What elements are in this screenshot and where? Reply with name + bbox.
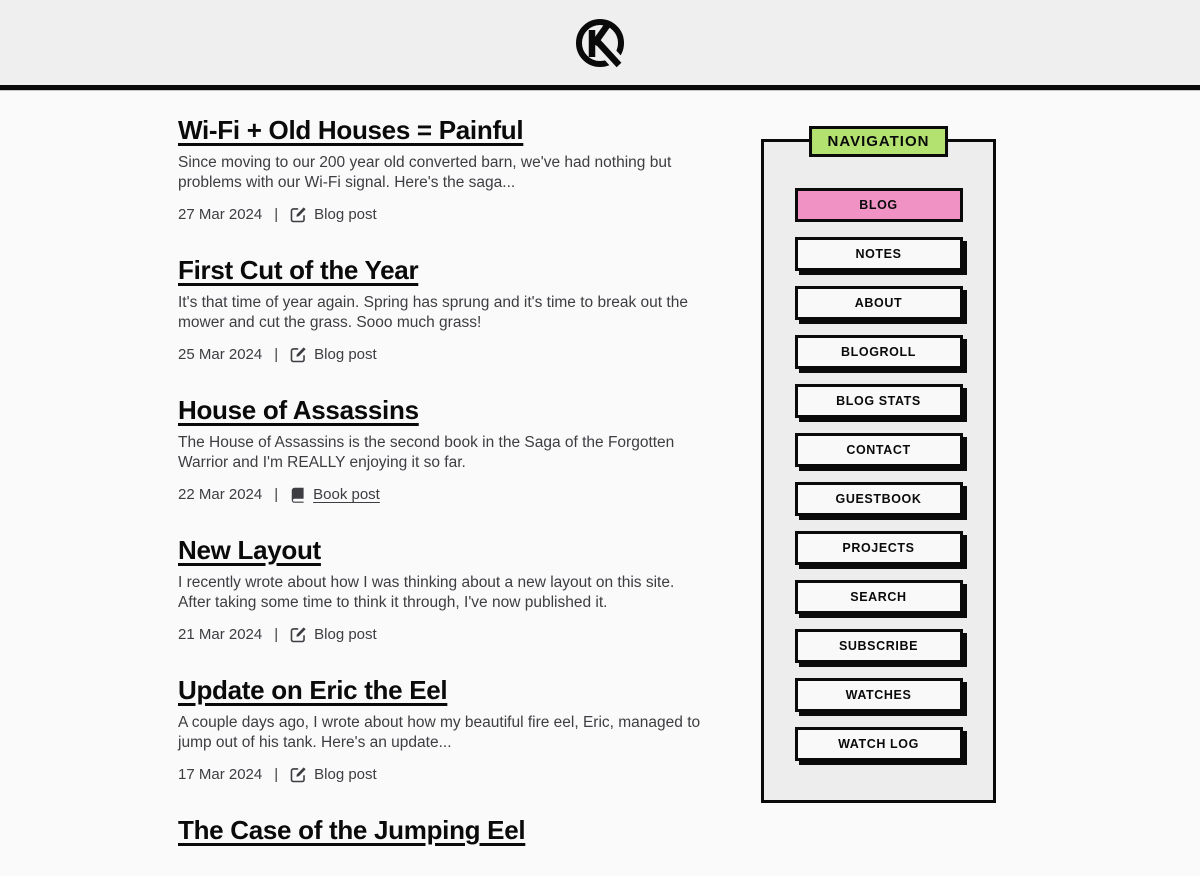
navigation-title: NAVIGATION [809, 126, 949, 157]
post-description: I recently wrote about how I was thinking about a new layout on this site. After taking some time to think it through, I've now published it. [178, 574, 675, 611]
post-item [178, 675, 701, 784]
post-meta [178, 345, 701, 364]
site-header [0, 0, 1200, 90]
post-meta [178, 765, 701, 784]
post-type-label: Blog post [314, 206, 377, 223]
post-title-link[interactable]: House of Assassins [178, 395, 419, 425]
book-icon [290, 487, 306, 503]
meta-separator: | [274, 486, 279, 503]
post-item [178, 535, 701, 644]
post-type-label: Blog post [314, 626, 377, 643]
post-date: 27 Mar 2024 [178, 206, 263, 223]
post-type-label: Blog post [314, 346, 377, 363]
post-title-link[interactable]: Wi-Fi + Old Houses = Painful [178, 115, 524, 145]
main-layout [0, 90, 1200, 876]
nav-item-subscribe[interactable]: SUBSCRIBE [795, 629, 963, 663]
home-logo-link[interactable] [572, 15, 628, 71]
post-description: Since moving to our 200 year old converted barn, we've had nothing but problems with our Wi-Fi signal. Here's the saga... [178, 154, 672, 191]
pen-square-icon [290, 346, 307, 363]
pen-square-icon [290, 206, 307, 223]
meta-separator: | [274, 626, 279, 643]
kq-logo-icon [572, 15, 628, 71]
nav-item-contact[interactable]: CONTACT [795, 433, 963, 467]
nav-item-watch-log[interactable]: WATCH LOG [795, 727, 963, 761]
post-item [178, 395, 701, 504]
navigation-panel [761, 133, 996, 803]
pen-square-icon [290, 626, 307, 643]
post-title-link[interactable]: The Case of the Jumping Eel [178, 815, 526, 845]
post-type-label: Blog post [314, 766, 377, 783]
post-description: A couple days ago, I wrote about how my beautiful fire eel, Eric, managed to jump out of his tank. Here's an update... [178, 714, 701, 751]
nav-item-about[interactable]: ABOUT [795, 286, 963, 320]
post-title [178, 395, 701, 425]
post-title-link[interactable]: First Cut of the Year [178, 255, 419, 285]
nav-item-search[interactable]: SEARCH [795, 580, 963, 614]
post-title-link[interactable]: New Layout [178, 535, 321, 565]
post-meta [178, 205, 701, 224]
post-title [178, 255, 701, 285]
post-date: 21 Mar 2024 [178, 626, 263, 643]
navigation-list [764, 188, 993, 761]
post-date: 17 Mar 2024 [178, 766, 263, 783]
post-item [178, 115, 701, 224]
nav-item-blog[interactable]: BLOG [795, 188, 963, 222]
post-title-link[interactable]: Update on Eric the Eel [178, 675, 448, 705]
nav-item-notes[interactable]: NOTES [795, 237, 963, 271]
nav-item-blogroll[interactable]: BLOGROLL [795, 335, 963, 369]
post-description: The House of Assassins is the second book in the Saga of the Forgotten Warrior and I'm REALLY enjoying it so far. [178, 434, 675, 471]
meta-separator: | [274, 346, 279, 363]
post-description: It's that time of year again. Spring has sprung and it's time to break out the mower and cut the grass. Sooo much grass! [178, 294, 688, 331]
post-title [178, 115, 701, 145]
post-title [178, 675, 701, 705]
post-item [178, 255, 701, 364]
sidebar [761, 133, 996, 803]
nav-item-watches[interactable]: WATCHES [795, 678, 963, 712]
post-title [178, 535, 701, 565]
nav-item-guestbook[interactable]: GUESTBOOK [795, 482, 963, 516]
post-title [178, 815, 701, 845]
post-date: 22 Mar 2024 [178, 486, 263, 503]
nav-item-blog-stats[interactable]: BLOG STATS [795, 384, 963, 418]
post-list [178, 115, 701, 876]
pen-square-icon [290, 766, 307, 783]
post-meta [178, 625, 701, 644]
meta-separator: | [274, 206, 279, 223]
post-meta [178, 485, 701, 504]
meta-separator: | [274, 766, 279, 783]
post-type-link[interactable]: Book post [313, 486, 380, 503]
nav-item-projects[interactable]: PROJECTS [795, 531, 963, 565]
post-date: 25 Mar 2024 [178, 346, 263, 363]
post-item [178, 815, 701, 845]
